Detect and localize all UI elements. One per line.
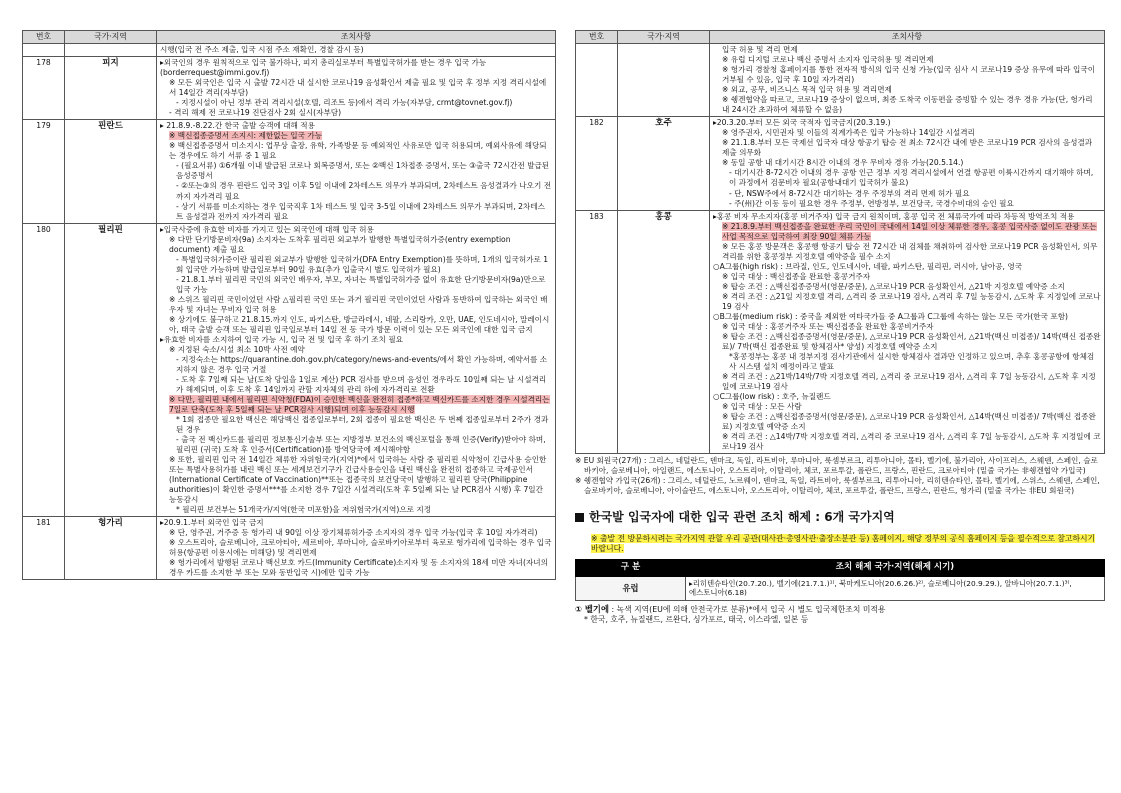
measure-line: ※ 영주권자, 시민권자 및 이들의 직계가족은 입국 가능하나 14일간 시설격리 <box>722 128 975 138</box>
header-num: 번호 <box>576 31 618 44</box>
table-row <box>23 223 556 516</box>
measure-line: - 21.8.1.부터 필리핀 국민의 외국인 배우자, 부모, 자녀는 특별입국허가증 없이 유효한 단기방문비자(9a)만으로 입국 가능 <box>176 274 546 294</box>
measure-line: ※ 헝가리에서 발행된 코로나 백신보호 카드(Immunity Certificate)소지자 및 동 소지자의 18세 미만 자녀(자녀의 경우 카드를 소지한 부 또는 모와 동반입국 시)에만 입국 가능 <box>169 558 548 578</box>
section-title <box>575 510 1105 526</box>
measure-line: ※ 쉥겐협약을 따르고, 코로나19 증상이 없으며, 최종 도착국 이동편을 증빙할 수 있는 경우 경유 가능(단, 헝가리 내 24시간 초과하여 체류할 수 없음) <box>722 95 1093 115</box>
row-measures <box>157 44 556 57</box>
row-number <box>576 44 618 117</box>
lifted-col-category: 구 분 <box>576 560 686 576</box>
measure-line: - 지정숙소는 https://quarantine.doh.gov.ph/category/news-and-events/에서 확인 가능하며, 예약서를 소지하지 않은 경우 입국 거절 <box>176 354 548 374</box>
europe-countries-line1: ▸리히텐슈타인(20.7.20.), 벨기에(21.7.1.)¹⁾, 북마케도니아(20.6.26.)²⁾, 슬로베니아(20.9.29.), 알바니아(20.7.1.)³⁾, <box>689 578 1072 588</box>
measure-line: ※ 외교, 공무, 비즈니스 목적 입국 허용 및 격리면제 <box>722 85 892 95</box>
section-title-text: 한국발 입국자에 대한 입국 관련 조치 해제 : 6개 국가지역 <box>589 509 895 524</box>
measure-line: ※ 백신접종증명서 미소지시: 업무상 출장, 유학, 가족방문 등 예외적인 사유로만 입국 허용되며, 예외사유에 해당되는 경우에도 하기 서류 중 1 필요 <box>169 141 547 161</box>
table-row <box>576 117 1105 210</box>
measure-line: - 단, NSW주에서 8-72시간 대기하는 경우 주정부의 격리 면제 허가 필요 <box>729 188 970 198</box>
header-nation: 국가·지역 <box>65 31 157 44</box>
measure-line: ※ 또한, 필리핀 입국 전 14일간 체류한 자위험국가(지역)*에서 입국하는 사람 중 필리핀 식약청이 긴급사용 승인한 또는 특별사용허가를 내린 백신 또는 세계보건기구가 긴급사용승인을 내린 백신을 완전히 접종하고 국제공인서(International Certificate of Vaccination)**또는 접종국의 보건당국이 발행하고 필리핀 당국(Philippine authorities)이 확인한 증명서***를 소지한 경우 7일간 시설격리(도착 후 5일째 되는 날 PCR검사 시행) 후 7일간 능동감시 <box>169 454 547 504</box>
header-measures: 조치사항 <box>710 31 1105 44</box>
lifted-header-row <box>576 560 1105 576</box>
square-bullet-icon <box>575 513 584 522</box>
row-measures <box>157 517 556 580</box>
measure-line: ※ 입국 대상 : 모든 사람 <box>722 401 802 411</box>
measure-line: ※ 입국 대상 : 백신접종을 완료한 홍콩거주자 <box>722 271 871 281</box>
measure-line: ※ 21.8.9.부터 백신접종을 완료한 우리 국민이 국내에서 14일 이상 체류한 경우, 홍콩 입국사증 없이도 관광 또는 사업 목적으로 입국하여 최장 90일 체류 가능 <box>722 221 1097 241</box>
membership-notes <box>575 456 1105 496</box>
row-nation: 호주 <box>618 117 710 210</box>
measure-line: - ②또는③의 경우 핀란드 입국 3일 이후 5일 이내에 2차테스트 의무가 부과되며, 2차테스트 음성결과가 나오기 전까지 자가격리 필요 <box>176 181 552 201</box>
measure-line: ※ 동일 공항 내 대기시간 8시간 이내의 경우 무비자 경유 가능(20.5.14.) <box>722 158 964 168</box>
row-nation: 핀란드 <box>65 120 157 223</box>
table-row <box>576 210 1105 453</box>
measure-line: - 상기 서류를 미소지하는 경우 입국직후 1차 테스트 및 입국 3-5일 이내에 2차테스트 의무가 부과되며, 2차테스트 음성결과 전까지 자가격리 필요 <box>176 201 546 221</box>
measure-line: 입국 허용 및 격리 면제 <box>722 45 798 55</box>
table-header-row <box>576 31 1105 44</box>
table-header-row <box>23 31 556 44</box>
row-measures <box>710 210 1105 453</box>
left-table-body <box>23 44 556 580</box>
header-nation: 국가·지역 <box>618 31 710 44</box>
region-europe: 유럽 <box>576 576 686 601</box>
measure-line: ▸입국사증에 유효한 비자를 가지고 있는 외국인에 대해 입국 허용 <box>160 224 374 234</box>
measure-line: ※ 단, 영주권, 거주증 등 헝가리 내 90일 이상 장기체류허가증 소지자의 경우 입국 가능(입국 후 10일 자가격리) <box>169 528 538 538</box>
measure-line: ※ 21.1.8.부터 모든 국제선 입국자 대상 항공기 탑승 전 최소 72시간 내에 받은 코로나19 PCR 검사의 음성결과 제출 의무화 <box>722 138 1093 158</box>
row-measures <box>157 120 556 223</box>
measure-line: ※ 탑승 조건 : △백신접종증명서(영문/중문), △코로나19 PCR 음성확인서, △21박(백신 미접종)/ 14박(백신 접종완료)/ 7박(백신 접종완료 및 항체검사* 양성) 지정호텔 예약증 소지 <box>722 331 1101 351</box>
belgium-footnote-text: : 녹색 지역(EU에 의해 안전국가로 분류)*에서 입국 시 별도 입국제한조치 미적용 <box>608 605 886 615</box>
row-nation: 헝가리 <box>65 517 157 580</box>
table-row <box>23 44 556 57</box>
measure-line: ※ 격리 조건 : △14박/7박 지정호텔 격리, △격리 중 코로나19 검사, △격리 후 7일 능동감시, △도착 후 지정일에 코로나19 검사 <box>722 431 1101 451</box>
measure-line: ※ 헝가리 경찰청 홈페이지를 통한 전자적 방식의 입국 신청 가능(입국 심사 시 코로나19 증상 유무에 따라 입국이 거부될 수 있음, 입국 후 10일 자가격리) <box>722 65 1096 85</box>
measure-line: *홍콩정부는 홍콩 내 정부지정 검사기관에서 실시한 항체검사 결과만 인정하고 있으며, 추후 홍콩공항에 항체검사 시스템 설치 예정이라고 발표 <box>729 351 1095 371</box>
table-row <box>23 120 556 223</box>
measure-line: ※ 오스트리아, 슬로베니아, 크로아티아, 세르비아, 루마니아, 슬로바키아로부터 육로로 헝가리에 입국하는 경우 입국허용(항공편 이용시에는 미해당) 및 격리면제 <box>169 538 552 558</box>
europe-countries-line2: 에스토니아(6.18) <box>689 588 747 598</box>
europe-countries <box>686 576 1105 601</box>
row-nation: 필리핀 <box>65 223 157 516</box>
measure-line: - 출국 전 백신카드를 필리핀 정보통신기술부 또는 지방정부 보건소의 백신포털을 통해 인증(Verify)받아야 하며, 필리핀 (귀국) 도착 후 인증서(Certification)를 방역당국에 제시해야함 <box>176 434 546 454</box>
row-measures <box>710 44 1105 117</box>
measure-line: 시행(입국 전 주소 제출, 입국 시점 주소 재확인, 경찰 감시 등) <box>160 45 364 55</box>
measure-line: ▸20.9.1.부터 외국인 입국 금지 <box>160 518 264 527</box>
row-number: 180 <box>23 223 65 516</box>
belgium-footnote-title: ① 벨기에 <box>575 604 609 615</box>
measure-line: ※ 모든 홍콩 방문객은 홍콩행 항공기 탑승 전 72시간 내 검체를 채취하여 검사한 코로나19 PCR 음성확인서, 의무격리를 위한 홍콩정부 지정호텔 예약증을 필수 소지 <box>722 241 1098 261</box>
measure-line: - 대기시간 8-72시간 이내의 경우 공항 인근 정부 지정 격리시설에서 연결 항공편 이륙시간까지 대기해야 하며, 이 과정에서 검문비자 필요(공항내대기 입국허가 불요) <box>729 168 1094 188</box>
row-nation <box>618 44 710 117</box>
measure-line: - (필요서류) ①6개월 이내 발급된 코로나 회복증명서, 또는 ②백신 1차접종 증명서, 또는 ③출국 72시간전 발급된 음성증명서 <box>176 161 550 181</box>
measure-line: ○B그룹(medium risk) : 중국을 제외한 여타국가들 중 A그룹과 C그룹에 속하는 않는 모든 국가(한국 포함) <box>713 311 1068 321</box>
measure-line: ※ 스위즈 필리핀 국민이었던 사람 △필리핀 국민 또는 과거 필리핀 국민이었던 사람과 동반하여 입국하는 외국인 배우자 및 자녀는 무비자 입국 허용 <box>169 294 548 314</box>
notice-text <box>575 534 1105 555</box>
row-number <box>23 44 65 57</box>
measure-line: ※ 상기에도 불구하고 21.8.15.까지 인도, 파키스탄, 방글라데시, 네팔, 스리랑카, 오만, UAE, 인도네시아, 말레이시아, 태국 출발 승객 또는 필리핀 입국일로부터 14일 전 동 국가 방문 이력이 있는 모든 외국인에 대한 입국 금지 <box>169 314 550 334</box>
measure-line: ▸홍콩 비자 무소지자(홍콩 비거주자) 입국 금지 원칙이며, 홍콩 입국 전 체류국가에 따라 차등적 방역조치 적용 <box>713 211 1075 221</box>
measure-line: ※ 백신접종증명서 소지시: 제한없는 입국 가능 <box>169 131 323 141</box>
belgium-footnote <box>575 604 1105 626</box>
row-nation <box>65 44 157 57</box>
measure-line: * 필리핀 보건부는 51개국가/지역(한국 미포함)을 저위험국가(지역)으로 지정 <box>176 504 432 514</box>
row-number: 181 <box>23 517 65 580</box>
measure-line: ▸외국인의 경우 원칙적으로 입국 불가하나, 피지 총리실로부터 특별입국허가를 받는 경우 입국 가능(borderrequest@immi.gov.fj) <box>160 58 487 78</box>
row-number: 182 <box>576 117 618 210</box>
row-nation: 홍콩 <box>618 210 710 453</box>
left-measures-table <box>22 30 556 580</box>
header-num: 번호 <box>23 31 65 44</box>
header-measures: 조치사항 <box>157 31 556 44</box>
notice-highlight: ※ 출발 전 방문하시려는 국가지역 관할 우리 공관(대사관·총영사관·출장소분관 등) 홈페이지, 해당 정부의 공식 홈페이지 등을 필수적으로 참고하시기 바랍니다. <box>591 533 1096 554</box>
table-row <box>23 57 556 120</box>
measure-line: ※ 탑승 조건 : △백신접종증명서(영문/중문), △코로나19 PCR 음성확인서, △21박 지정호텔 예약증 소지 <box>722 281 1065 291</box>
measure-line: ※ 모든 외국인은 입국 시 출발 72시간 내 실시한 코로나19 음성확인서 제출 필요 및 입국 후 정부 지정 격리시설에서 14일간 격리(자부담) <box>169 78 547 98</box>
lifted-row-europe <box>576 576 1105 601</box>
table-row <box>576 44 1105 117</box>
row-measures <box>157 57 556 120</box>
measure-line: - 도착 후 7일째 되는 날(도착 당일을 1일로 계산) PCR 검사를 받으며 음성인 경우라도 10일째 되는 날 시설격리가 해제되며, 이후 도착 후 14일까지 관할 지자체의 관리 하에 자가격리로 전환 <box>176 374 547 394</box>
row-measures <box>710 117 1105 210</box>
measure-line: - 주(州)간 이동 등이 필요한 경우 주정부, 연방정부, 보건당국, 국경수비대의 승인 필요 <box>729 198 1014 208</box>
schengen-members-note: ※ 쉥겐협약 가입국(26개) : 그리스, 네덜란드, 노르웨이, 덴마크, 독일, 라트비아, 룩셈부르크, 리투아니아, 리히텐슈타인, 몰타, 벨기에, 스위스, 스웨덴, 스페인, 슬로바키아, 슬로베니아, 아이슬란드, 에스토니아, 오스트리아, 이탈리아, 체코, 포르투갈, 폴란드, 프랑스, 핀란드, 헝가리 (밑줄 국가는 非EU 회원국) <box>575 475 1100 495</box>
measure-line: - 격리 해제 전 코로나19 진단검사 2회 실시(자부담) <box>169 108 342 118</box>
measure-line: ※ 유럽 디지털 코로나 백신 증명서 소지자 입국허용 및 격리면제 <box>722 55 934 65</box>
measure-line: - 지정시설이 아닌 정부 관리 격리시설(호텔, 리조트 등)에서 격리 가능(자부담, crmt@tovnet.gov.fj) <box>176 98 513 108</box>
lifted-col-countries: 조치 해제 국가·지역(해제 시기) <box>686 560 1105 576</box>
measure-line: ※ 지정된 숙소/시설 최소 10박 사전 예약 <box>169 344 305 354</box>
measure-line: ○A그룹(high risk) : 브라질, 인도, 인도네시아, 네팔, 파키스탄, 필리핀, 러시아, 남아공, 영국 <box>713 261 1023 271</box>
row-number: 179 <box>23 120 65 223</box>
left-column <box>22 30 556 580</box>
row-measures <box>157 223 556 516</box>
table-row <box>23 517 556 580</box>
measure-line: - 특별입국허가증이란 필리핀 외교부가 발행한 입국허가(DFA Entry Exemption)를 뜻하며, 1개의 입국허가로 1회 입국만 가능하며 발급일로부터 90일 유효(추가 입출국시 별도 입국허가 필요) <box>176 254 549 274</box>
row-nation: 피지 <box>65 57 157 120</box>
lifted-measures-table <box>575 559 1105 601</box>
right-table-body <box>576 44 1105 454</box>
measure-line: ※ 입국 대상 : 홍콩거주자 또는 백신접종을 완료한 홍콩비거주자 <box>722 321 934 331</box>
measure-line: ※ 격리 조건 : △21일 지정호텔 격리, △격리 중 코로나19 검사, △격리 후 7일 능동감시, △도착 후 지정일에 코로나19 검사 <box>722 291 1101 311</box>
measure-line: ※ 다만, 필리핀 내에서 필리핀 식약청(FDA)이 승인한 백신을 완전히 접종*하고 백신카드를 소지한 경우 시설격리는 7일로 단축(도착 후 5일째 되는 날 PCR검사 시행)되며 이후 능동감시 시행 <box>169 394 550 414</box>
row-number: 178 <box>23 57 65 120</box>
measure-line: * 1회 접종만 필요한 백신은 해당백신 접종일로부터, 2회 접종이 필요한 백신은 두 번째 접종일로부터 2주가 경과된 경우 <box>176 414 549 434</box>
measure-line: ※ 탑승 조건 : △백신접종증명서(영문/중문), △코로나19 PCR 음성확인서, △14박(백신 미접종)/ 7박(백신 접종완료) 지정호텔 예약증 소지 <box>722 411 1096 431</box>
measure-line: ▸유효한 비자를 소지하여 입국 가능 시, 입국 전 및 입국 후 하기 조치 필요 <box>160 334 403 344</box>
measure-line: ▸20.3.20.부터 모든 외국 국적자 입국금지(20.3.19.) <box>713 118 891 128</box>
row-number: 183 <box>576 210 618 453</box>
measure-line: ○C그룹(low risk) : 호주, 뉴질랜드 <box>713 391 831 401</box>
right-measures-table <box>575 30 1105 454</box>
belgium-green-countries: * 한국, 호주, 뉴질랜드, 르완다, 싱가포르, 태국, 이스라엘, 일본 등 <box>584 615 809 625</box>
right-column <box>575 30 1105 626</box>
measure-line: ▸ 21.8.9.-8.22.간 한국 출발 승객에 대해 적용 <box>160 121 315 131</box>
measure-line: ※ 격리 조건 : △21박/14박/7박 지정호텔 격리, △격리 중 코로나19 검사, △격리 후 7일 능동감시, △도착 후 지정일에 코로나19 검사 <box>722 371 1096 391</box>
eu-members-note: ※ EU 회원국(27개) : 그리스, 네덜란드, 덴마크, 독일, 라트비아, 루마니아, 룩셈부르크, 리투아니아, 몰타, 벨기에, 불가리아, 사이프러스, 스웨덴, 스페인, 슬로바키아, 슬로베니아, 아일랜드, 에스토니아, 오스트리아, 이탈리아, 체코, 포르투갈, 폴란드, 프랑스, 핀란드, 크로아티아 (밑줄 국가는 非쉥겐협약 가입국) <box>575 455 1098 475</box>
measure-line: ※ 다만 단기방문비자(9a) 소지자는 도착후 필리핀 외교부가 발행한 특별입국허가증(entry exemption document) 제출 필요 <box>169 234 511 254</box>
